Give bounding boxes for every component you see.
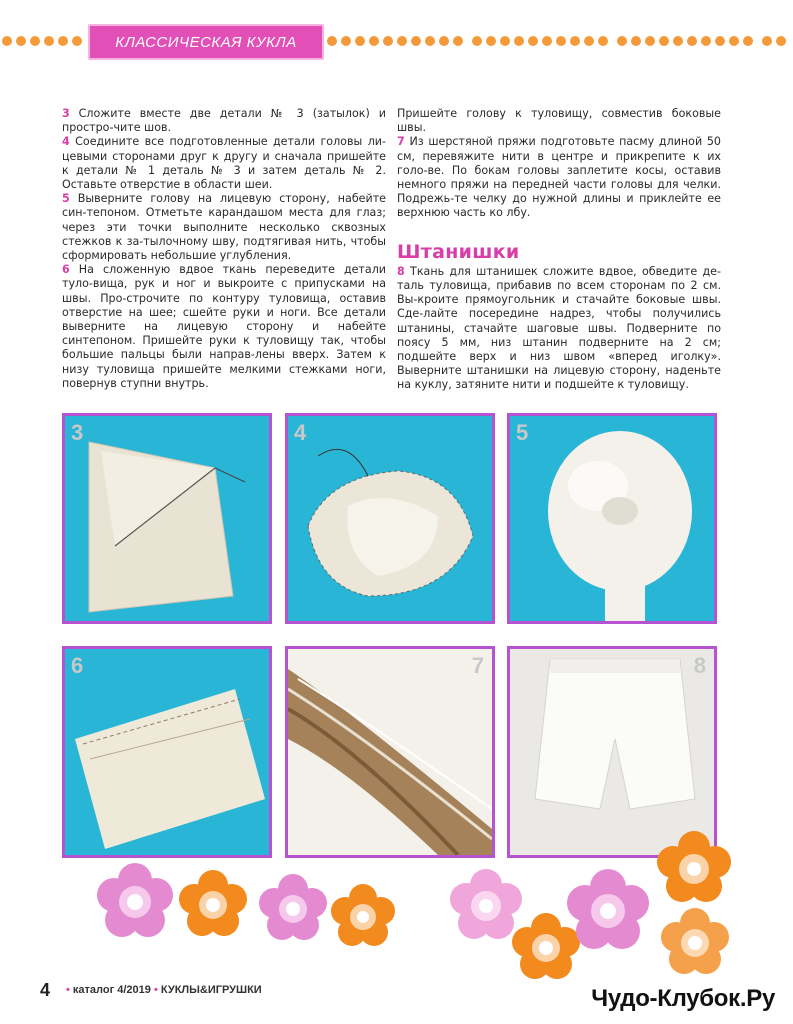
- step-number: 4: [62, 135, 70, 149]
- section-title: КЛАССИЧЕСКАЯ КУКЛА: [115, 33, 297, 51]
- orange-flower-decoration: [178, 870, 248, 940]
- step-text: Выверните голову на лицевую сторону, набейте син-тепоном. Отметьте карандашом места для глаз; через эти точки выполните несколько сквозных стежков к за-тылочному шву, подтягивая нить, чтобы сформировать небольшие углубления.: [62, 192, 386, 263]
- orange-flower-decoration: [655, 830, 733, 908]
- photo-step-8: [507, 646, 717, 858]
- photo-step-6: [62, 646, 272, 858]
- photo-number: 4: [294, 420, 307, 445]
- header-dots-left: [0, 33, 84, 47]
- step-number: 3: [62, 107, 70, 120]
- pink-flower-decoration: [258, 874, 328, 944]
- step-7-paragraph: [397, 135, 721, 220]
- step-text: Из шерстяной пряжи подготовьте пасму длиной 50 см, перевяжите нити в центре и прикрепите к их голо-ве. По бокам головы заплетите косы, оставив немного пряжи на передней части головы для челки. Подрежь-те челку до нужной длины и приклейте ее верхнюю часть ко лбу.: [397, 135, 721, 220]
- step-number: 5: [62, 192, 70, 206]
- step-text: Соедините все подготовленные детали головы ли-цевыми сторонами друг к другу и сначала пришейте к детали № 1 деталь № 3 и затем деталь № 2. Оставьте отверстие в области шеи.: [62, 135, 386, 192]
- photo-number: 3: [71, 420, 84, 445]
- bullet: •: [153, 984, 158, 996]
- step-text: На сложенную вдвое ткань переведите детали туло-вища, рук и ног и выкроите с припусками на швы. Про-строчите по контуру туловища, оставив отверстие на шее; сшейте руки и ноги. Все детали выверните на лицевую сторону и набейте синтепоном. Пришейте руки к туловищу так, чтобы большие пальцы были направ-лены вверх. Затем к низу туловища пришейте мелкими стежками ноги, повернув ступни внутрь.: [62, 263, 386, 390]
- photo-step-3: [62, 413, 272, 624]
- intro-paragraph: Пришейте голову к туловищу, совместив боковые швы.: [397, 107, 721, 135]
- step-4-paragraph: [62, 135, 386, 192]
- yarn-hair-image: [288, 649, 492, 855]
- pink-flower-decoration: [565, 868, 651, 954]
- photo-step-7: [285, 646, 495, 858]
- orange-flower-decoration: [660, 908, 730, 978]
- step-number: 6: [62, 263, 70, 277]
- right-text-column: [397, 107, 721, 393]
- step-3-paragraph: [62, 107, 386, 135]
- stuffed-head-image: [510, 416, 714, 621]
- white-pants-image: [510, 649, 714, 855]
- bullet: •: [66, 984, 70, 996]
- step-text: Ткань для штанишек сложите вдвое, обведите де-таль туловища, прибавив по всем сторонам по 2 см. Вы-кроите прямоугольник и стачайте боковые швы. Сде-лайте посередине надрез, чтобы получились штанины, стачайте шаговые швы. Подверните по поясу 5 мм, низ штанин подверните на 2 см; подшейте верх и низ швом «вперед иголку». Выверните штанишки на лицевую сторону, наденьте на куклу, затяните нити и подшейте к туловищу.: [397, 264, 721, 392]
- photo-number: 5: [516, 420, 529, 445]
- left-text-column: [62, 107, 386, 391]
- page-number: 4: [40, 980, 51, 1000]
- step-8-paragraph: [397, 265, 721, 393]
- fabric-body-image: [65, 649, 269, 855]
- fabric-cone-image: [65, 416, 269, 621]
- magazine-title: КУКЛЫ&ИГРУШКИ: [157, 984, 262, 996]
- photo-step-4: [285, 413, 495, 624]
- step-6-paragraph: [62, 263, 386, 391]
- photo-number: 8: [693, 653, 706, 678]
- subheading-pants: Штанишки: [397, 240, 520, 263]
- photo-step-5: [507, 413, 717, 624]
- pink-flower-decoration: [95, 862, 175, 942]
- step-5-paragraph: [62, 192, 386, 263]
- section-banner: [88, 24, 324, 60]
- photo-number: 6: [71, 653, 84, 678]
- site-watermark: Чудо-Клубок.Ру: [591, 985, 775, 1012]
- head-pieces-image: [288, 416, 492, 621]
- step-text: Сложите вместе две детали № 3 (затылок) и простро-чите шов.: [62, 107, 386, 135]
- photo-number: 7: [471, 653, 484, 678]
- orange-flower-decoration: [330, 884, 396, 950]
- footer-magazine-info: [66, 984, 262, 996]
- step-number: 7: [397, 135, 405, 149]
- step-number: 8: [397, 264, 405, 278]
- header-dots-right: [325, 33, 793, 47]
- magazine-issue: каталог 4/2019: [69, 984, 154, 996]
